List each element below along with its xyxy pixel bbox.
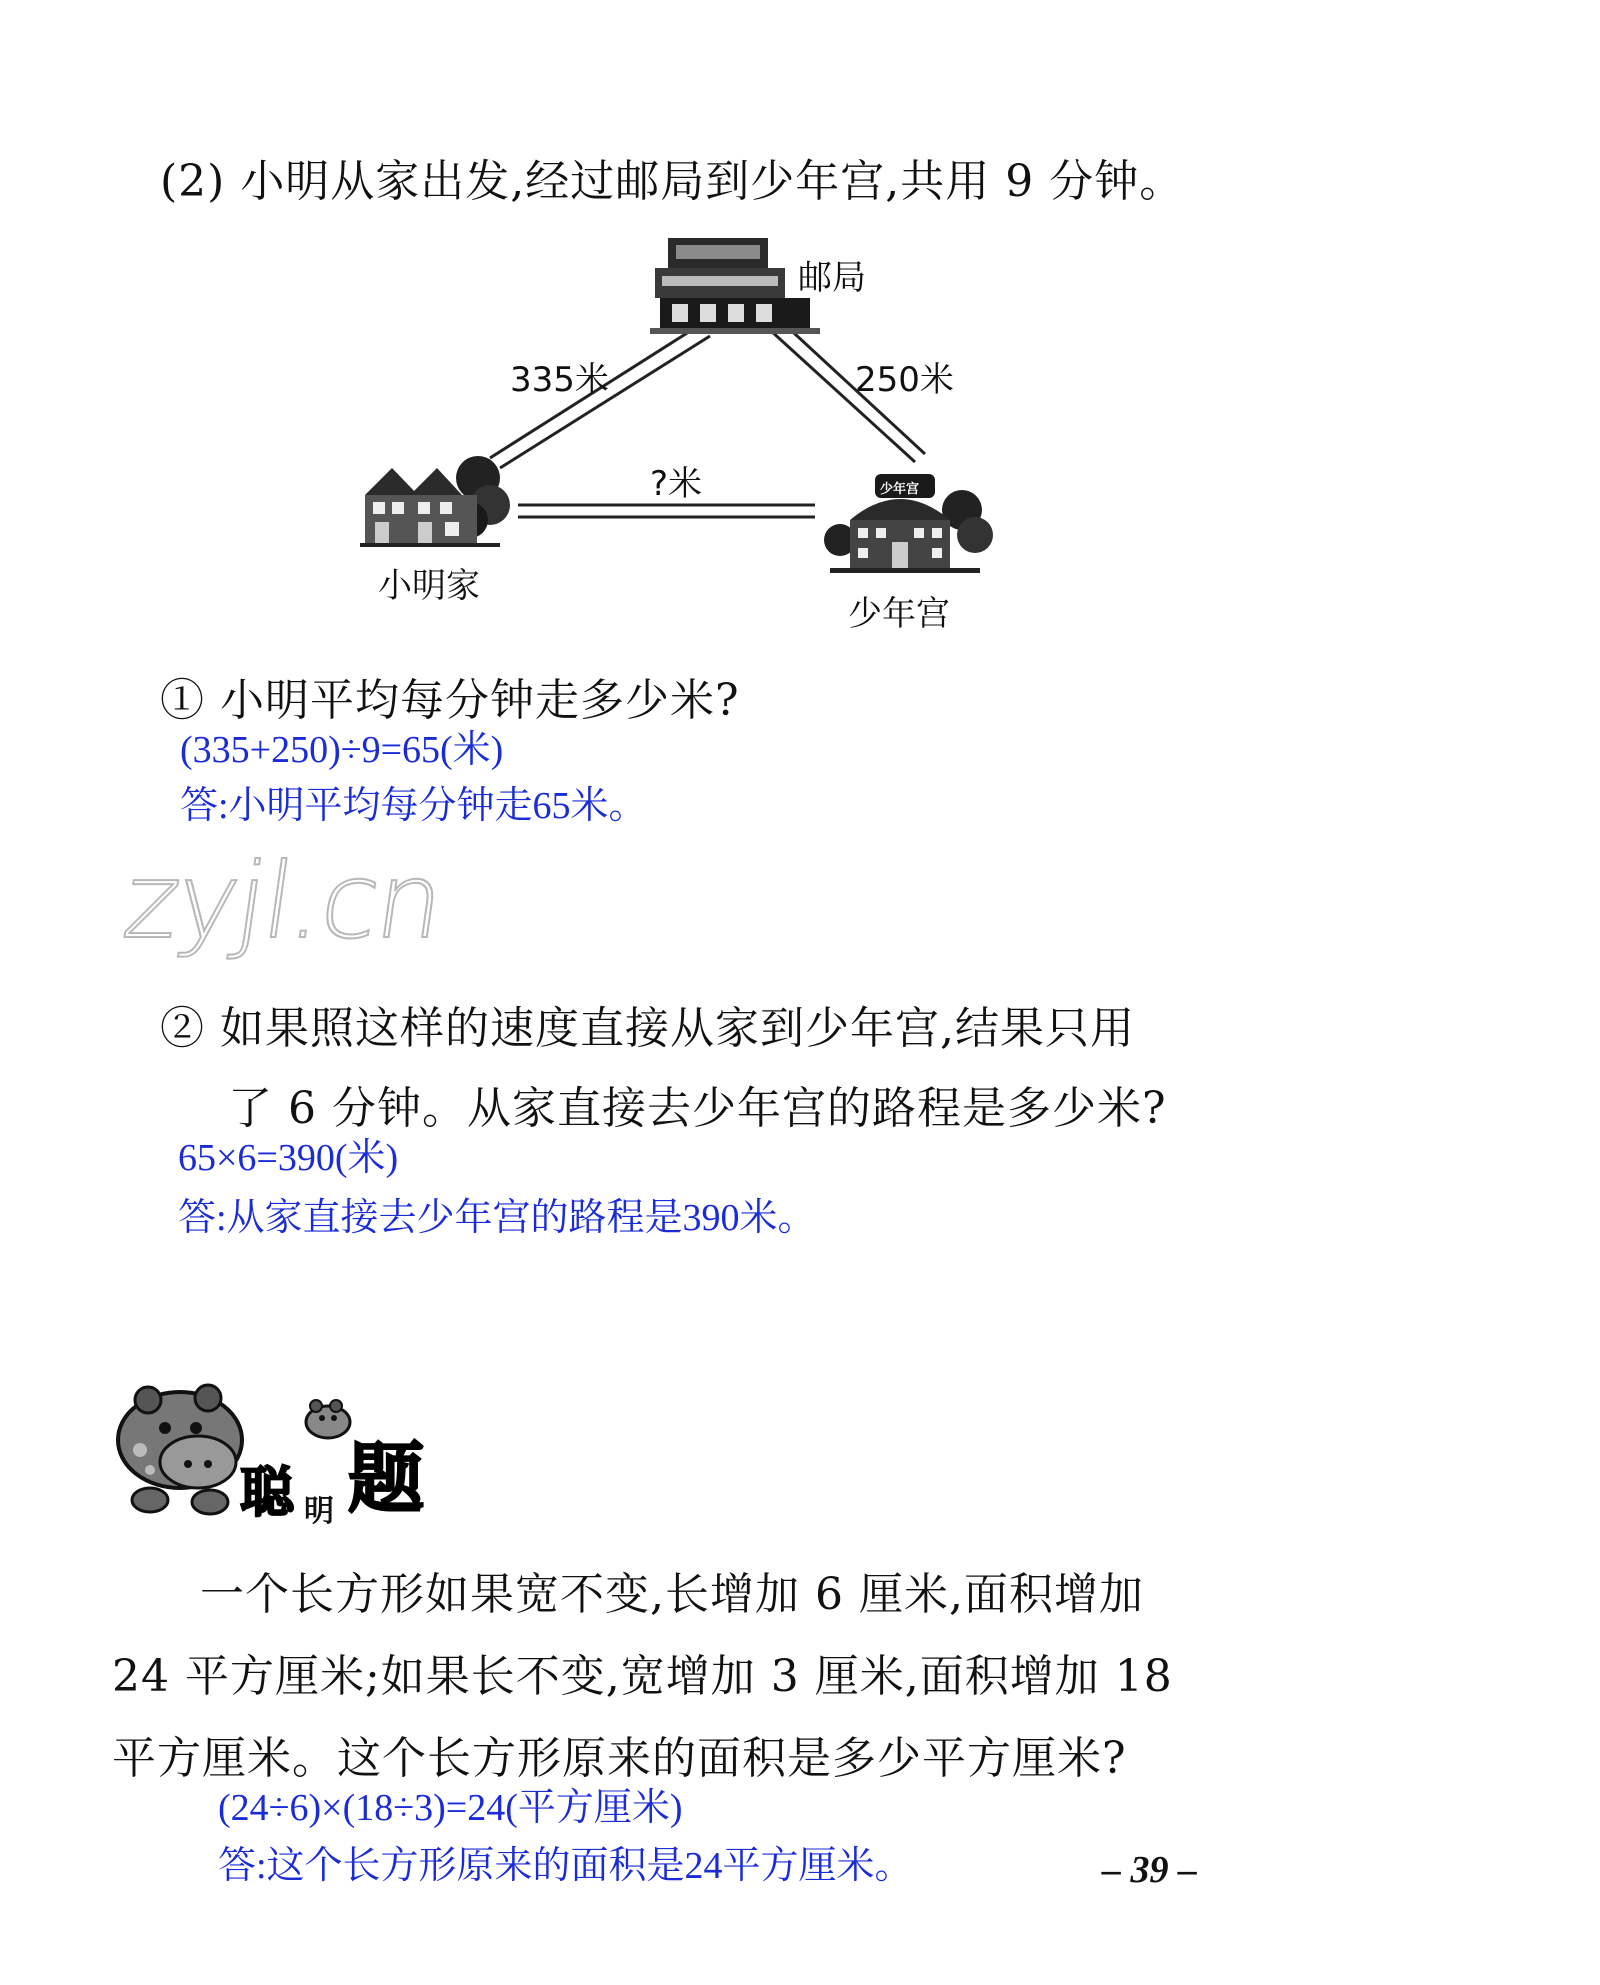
clever-line3: 平方厘米。这个长方形原来的面积是多少平方厘米?: [112, 1733, 1127, 1784]
label-palace: 少年宫: [848, 594, 950, 634]
problem-intro: (2) 小明从家出发,经过邮局到少年宫,共用 9 分钟。: [160, 156, 1185, 207]
question-2-calc: 65×6=390(米): [178, 1137, 399, 1179]
watermark: zyjl.cn: [116, 840, 450, 962]
question-2-line1: ② 如果照这样的速度直接从家到少年宫,结果只用: [160, 1003, 1135, 1054]
label-home: 小明家: [378, 566, 480, 606]
palace-sign: 少年宫: [880, 482, 920, 497]
clever-line2: 24 平方厘米;如果长不变,宽增加 3 厘米,面积增加 18: [112, 1651, 1173, 1702]
question-2-line2: 了 6 分钟。从家直接去少年宫的路程是多少米?: [228, 1083, 1167, 1134]
label-dist-home-palace: ?米: [650, 464, 703, 504]
label-post-office: 邮局: [798, 258, 866, 298]
question-1-calc: (335+250)÷9=65(米): [180, 729, 504, 771]
clever-line1: 一个长方形如果宽不变,长增加 6 厘米,面积增加: [200, 1569, 1144, 1620]
question-1: ① 小明平均每分钟走多少米?: [160, 675, 740, 726]
clever-title-char-2: 明: [304, 1494, 334, 1529]
clever-answer: 答:这个长方形原来的面积是24平方厘米。: [218, 1845, 913, 1887]
clever-title-char-1: 聪: [240, 1461, 294, 1524]
label-dist-post-palace: 250米: [855, 360, 954, 400]
page-number: – 39 –: [1102, 1849, 1197, 1891]
question-2-answer: 答:从家直接去少年宫的路程是390米。: [178, 1197, 816, 1239]
clever-calc: (24÷6)×(18÷3)=24(平方厘米): [218, 1787, 683, 1829]
label-dist-home-post: 335米: [510, 360, 609, 400]
question-1-answer: 答:小明平均每分钟走65米。: [180, 785, 647, 827]
clever-title-char-3: 题: [348, 1434, 424, 1523]
